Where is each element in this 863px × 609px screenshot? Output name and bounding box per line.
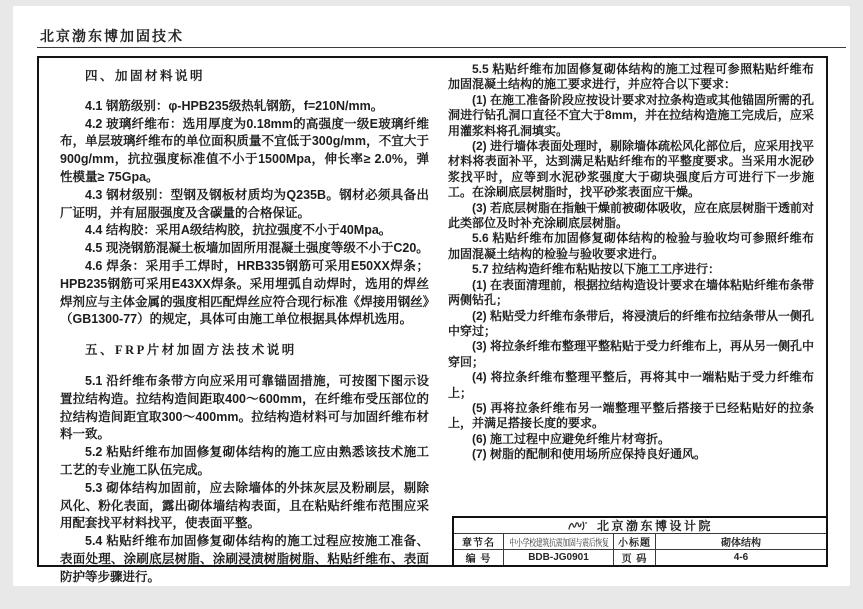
paragraph: 4.1 钢筋级别：φ-HPB235级热轧钢筋，f=210N/mm。 bbox=[85, 98, 384, 113]
right-text-column bbox=[448, 62, 814, 463]
chapter-name-text: 中小学校建筑抗震加固与震后恢复 bbox=[508, 537, 609, 549]
subtitle-label: 小标题 bbox=[614, 534, 656, 549]
paragraph: 5.5 粘贴纤维布加固修复砌体结构的施工过程可参照粘贴纤维布加固混凝土结构的施工要求进行，并应符合以下要求： bbox=[448, 62, 814, 92]
institute-name: 北京渤东博设计院 bbox=[596, 519, 713, 533]
page-number-label: 页 码 bbox=[614, 550, 656, 565]
chapter-name-value bbox=[504, 534, 614, 549]
paragraph: (5) 再将拉条纤维布另一端整理平整后搭接于已经粘贴好的拉条上，并满足搭接长度的要求。 bbox=[448, 400, 814, 431]
scribble-logo-icon bbox=[567, 519, 591, 532]
paragraph: (3) 若底层树脂在指触干燥前被砌体吸收，应在底层树脂干透前对此类部位及时补充涂刷底层树脂。 bbox=[448, 200, 815, 231]
paragraph: 4.5 现浇钢筋混凝土板墙加固所用混凝土强度等级不小于C20。 bbox=[85, 241, 429, 256]
subtitle-value: 砌体结构 bbox=[721, 538, 761, 549]
document-header-title: 北京渤东博加固技术 bbox=[40, 30, 184, 45]
chapter-row bbox=[454, 533, 826, 549]
section-heading: 五、FRP片材加固方法技术说明 bbox=[85, 343, 297, 358]
drawing-number-value: BDB-JG0901 bbox=[504, 550, 614, 565]
drawing-number-label: 编 号 bbox=[454, 550, 504, 565]
paragraph: (1) 在表面清理前，根据拉结构造设计要求在墙体粘贴纤维布条带两侧钻孔； bbox=[448, 277, 815, 308]
institute-row bbox=[454, 518, 826, 533]
paragraph: (1) 在施工准备阶段应按设计要求对拉条构造或其他锚固所需的孔洞进行钻孔洞口直径不宜大于8mm，并在拉结构造施工完成后，应采用灌浆料将孔洞填实。 bbox=[448, 92, 815, 138]
paragraph: 5.4 粘贴纤维布加固修复砌体结构的施工过程应按施工准备、表面处理、涂刷底层树脂、涂刷浸渍树脂树脂、粘贴纤维布、表面防护等步骤进行。 bbox=[60, 534, 429, 584]
section-heading: 四、加固材料说明 bbox=[85, 69, 206, 83]
paragraph: 4.6 焊条：采用手工焊时，HRB335钢筋可采用E50XX焊条；HPB235钢筋可采用E43XX焊条。采用埋弧自动焊时，选用的焊丝焊剂应与主体金属的强度相匹配焊丝应符合现行标准《焊接用钢丝》（GB1300-77）的规定，具体可由施工单位根据具体焊机选用。 bbox=[60, 258, 429, 327]
paragraph: 5.6 粘贴纤维布加固修复砌体结构的检验与验收均可参照纤维布加固混凝土结构的检验与验收要求进行。 bbox=[448, 231, 814, 261]
paragraph: 5.1 沿纤维布条带方向应采用可靠锚固措施，可按图下图示设置拉结构造。拉结构造间距取400～600mm，在纤维布受压部位的拉结构造间距宜取300～400mm。拉结构造材料可与加固纤维布材料一致。 bbox=[60, 373, 429, 442]
paragraph: (2) 粘贴受力纤维布条带后，将浸渍后的纤维布拉结条带从一侧孔中穿过； bbox=[448, 308, 815, 338]
paragraph: 4.3 钢材级别：型钢及钢板材质均为Q235B。钢材必须具备出厂证明，并有屈服强度及含碳量的合格保证。 bbox=[60, 187, 429, 220]
paragraph: 5.3 砌体结构加固前，应去除墙体的外抹灰层及粉刷层，剔除风化、粉化表面，露出砌体墙结构表面，且在粘贴纤维布范围应采用配套找平材料找平，使表面平整。 bbox=[60, 480, 429, 531]
paragraph: 5.2 粘贴纤维布加固修复砌体结构的施工应由熟悉该技术施工工艺的专业施工队伍完成。 bbox=[60, 445, 429, 477]
paragraph: 4.4 结构胶：采用A级结构胶，抗拉强度不小于40Mpa。 bbox=[85, 223, 392, 238]
number-row bbox=[454, 549, 826, 565]
paragraph: 5.7 拉结构造纤维布粘贴按以下施工工序进行： bbox=[472, 262, 721, 277]
paragraph: (7) 树脂的配制和使用场所应保持良好通风。 bbox=[472, 447, 707, 462]
header-divider bbox=[37, 47, 846, 48]
paragraph: (4) 将拉条纤维布整理平整后，再将其中一端粘贴于受力纤维布上； bbox=[448, 370, 814, 400]
page-number-value: 4-6 bbox=[733, 552, 749, 563]
title-block bbox=[452, 516, 828, 567]
paragraph: 4.2 玻璃纤维布：选用厚度为0.18mm的高强度一级E玻璃纤维布，单层玻璃纤维布的单位面积质量不宜低于300g/mm，不宜大于900g/mm，抗拉强度标准值不小于1500Mpa，伸长率≥ 2.0%，弹性模量≥ 75Gpa。 bbox=[60, 116, 429, 184]
paragraph: (3) 将拉条纤维布整理平整粘贴于受力纤维布上，再从另一侧孔中穿回； bbox=[448, 339, 815, 369]
left-text-column bbox=[60, 64, 429, 587]
paragraph: (2) 进行墙体表面处理时，剔除墙体疏松风化部位后，应采用找平材料将表面补平，达到满足粘贴纤维布的平整度要求。当采用水泥砂浆找平时，应等到水泥砂浆强度大于砌块强度后方可进行下一步施工。在涂刷底层树脂时，找平砂浆表面应干燥。 bbox=[448, 139, 815, 200]
paragraph: (6) 施工过程中应避免纤维片材弯折。 bbox=[472, 431, 671, 446]
chapter-name-label: 章节名 bbox=[454, 534, 504, 549]
